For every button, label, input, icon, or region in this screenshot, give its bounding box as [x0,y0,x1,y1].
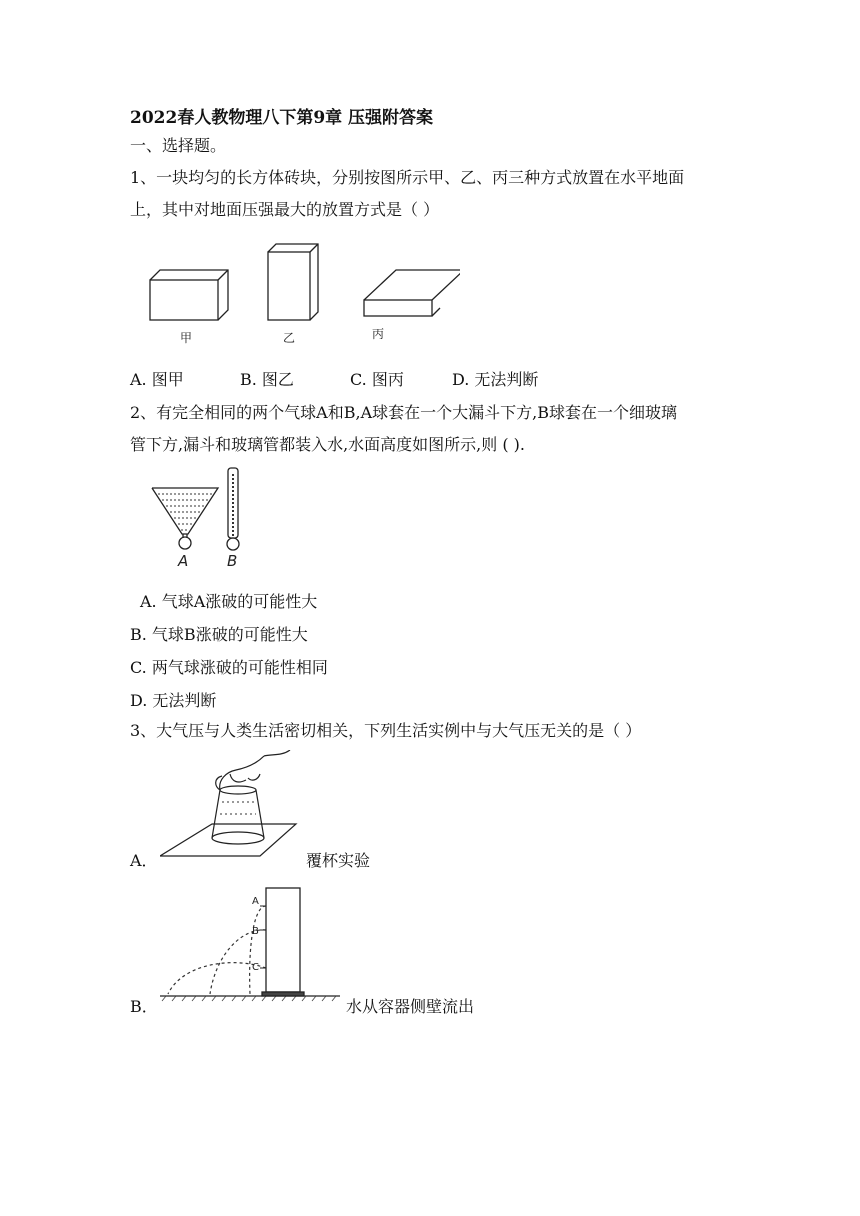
q2-option-b: B. 气球B涨破的可能性大 [130,625,308,644]
funnel [152,488,218,549]
fig-label-bing: 丙 [372,327,385,341]
q2-funnel-tube-figure [148,464,258,572]
hole-label-a: A [252,896,259,907]
brick-bing [364,270,460,316]
q2-option-a: A. 气球A涨破的可能性大 [140,592,318,611]
cup-inversion-figure [160,750,300,860]
container [262,888,304,996]
q1-text-line2: 上，其中对地面压强最大的放置方式是（ ） [130,200,440,219]
q3-option-b-prefix: B． [130,997,158,1016]
q1-option-a: A. 图甲 [130,370,184,389]
brick-jia [150,270,228,320]
hole-label-b: B [252,926,259,937]
inverted-cup [212,786,264,844]
q1-option-b: B. 图乙 [240,370,294,389]
q2-option-c: C. 两气球涨破的可能性相同 [130,658,328,677]
water-jet-figure [160,884,344,1004]
q2-text-line1: 2、有完全相同的两个气球A和B,A球套在一个大漏斗下方,B球套在一个细玻璃 [130,403,677,422]
q3-option-a-prefix: A． [130,851,158,870]
q3-option-a-text: 覆杯实验 [306,851,371,870]
glass-tube [227,468,239,550]
q3-option-b-text: 水从容器侧壁流出 [346,997,475,1016]
q2-text-line2: 管下方,漏斗和玻璃管都装入水,水面高度如图所示,则 ( ). [130,435,526,454]
section-heading: 一、选择题。 [130,136,227,155]
ground-hatch [162,996,336,1001]
q2-option-d: D. 无法判断 [130,691,217,710]
q1-text-line1: 1、一块均匀的长方体砖块，分别按图所示甲、乙、丙三种方式放置在水平地面 [130,168,685,187]
fig-label-b: B [227,552,238,570]
brick-yi [268,244,318,320]
q3-text-line1: 3、大气压与人类生活密切相关，下列生活实例中与大气压无关的是（ ） [130,721,642,740]
card-plane [160,824,296,856]
hand-icon [216,750,290,790]
q1-option-d: D. 无法判断 [452,370,539,389]
fig-label-jia: 甲 [180,331,193,345]
funnel-water [158,494,212,530]
fig-label-a: A [178,552,189,570]
hole-label-c: C [252,962,259,973]
q1-option-c: C. 图丙 [350,370,404,389]
q1-brick-figure [140,238,460,350]
fig-label-yi: 乙 [283,331,296,345]
page-title: 2022春人教物理八下第9章 压强附答案 [130,108,434,128]
water-jets [168,906,266,994]
